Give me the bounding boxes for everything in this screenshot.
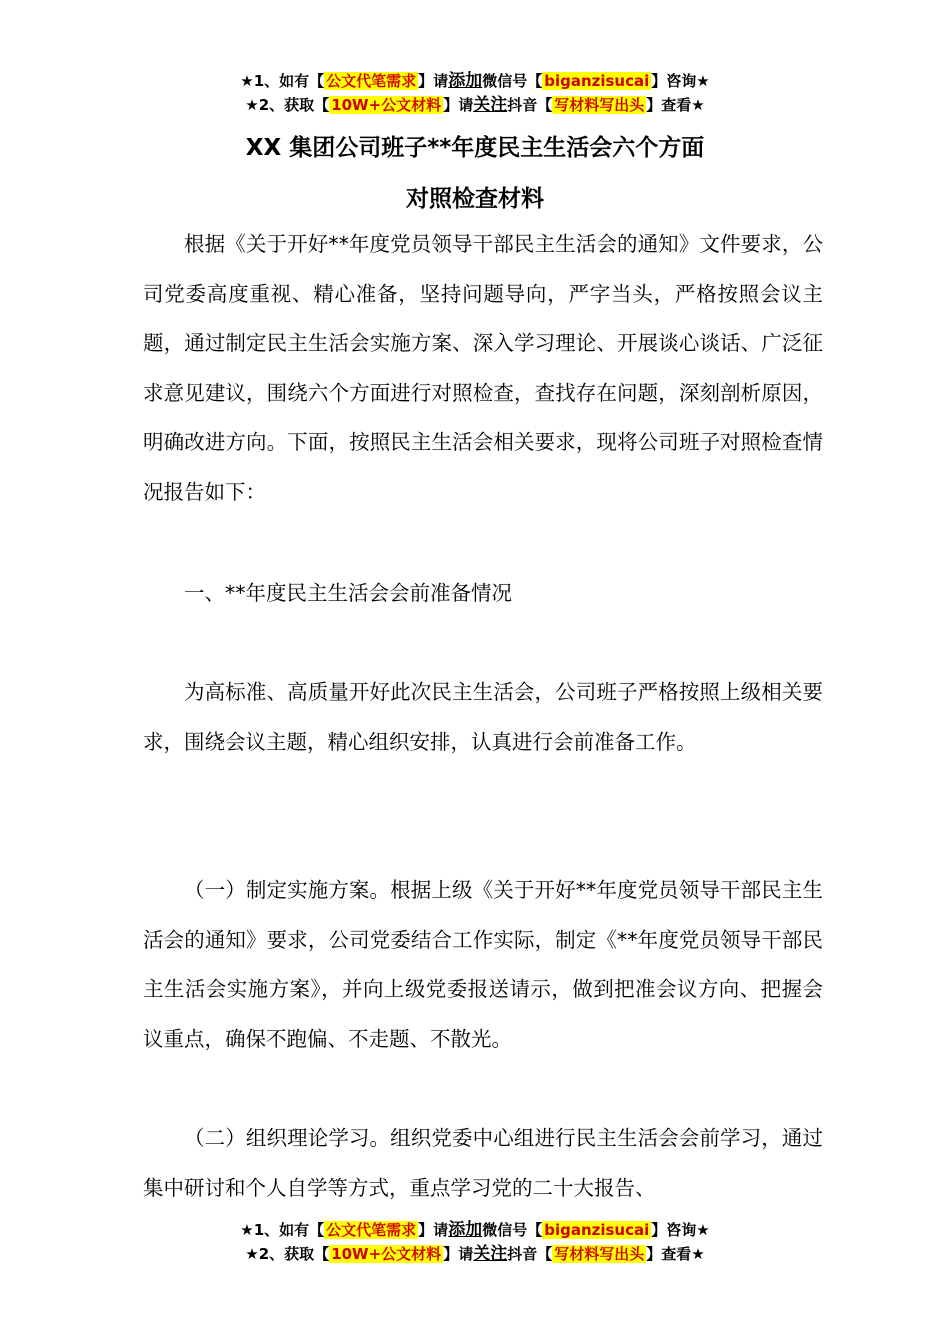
intro-text: 根据《关于开好**年度党员领导干部民主生活会的通知》文件要求，公司党委高度重视、精心准备，坚持问题导向，严字当头，严格按照会议主题，通过制定民主生活会实施方案、深入学习理论、开展谈心谈话、广泛征求意见建议，围绕六个方面进行对照检查，查找存在问题，深刻剖析原因，明确改进方向。下面，按照民主生活会相关要求，现将公司班子对照检查情况报告如下： xyxy=(143,232,823,504)
item-1-paragraph xyxy=(143,866,823,1064)
document-title-line-1: XX 集团公司班子**年度民主生活会六个方面 xyxy=(245,135,705,161)
banner-text: 抖音【 xyxy=(507,96,553,114)
banner-text: 】请 xyxy=(418,1221,449,1239)
banner-text: ★2、获取【 xyxy=(245,96,330,114)
banner-text: 】请 xyxy=(443,1245,474,1263)
banner-text: ★1、如有【 xyxy=(240,72,325,90)
banner-text: 】请 xyxy=(418,72,449,90)
section-paragraph-text: 为高标准、高质量开好此次民主生活会，公司班子严格按照上级相关要求，围绕会议主题，精心组织安排，认真进行会前准备工作。 xyxy=(143,680,823,754)
section-paragraph xyxy=(143,668,823,767)
banner-text: 】查看★ xyxy=(646,1245,705,1263)
banner-text: ★2、获取【 xyxy=(245,1245,330,1263)
banner-text: 抖音【 xyxy=(507,1245,553,1263)
banner-line-1 xyxy=(0,69,950,93)
banner-highlight: 10W+公文材料 xyxy=(331,96,442,114)
banner-underlined-text: 添加 xyxy=(448,1220,483,1240)
top-banner xyxy=(0,69,950,117)
banner-underlined-text: 添加 xyxy=(448,71,483,91)
banner-text: ★1、如有【 xyxy=(240,1221,325,1239)
item-1-text: （一）制定实施方案。根据上级《关于开好**年度党员领导干部民主生活会的通知》要求，公司党委结合工作实际，制定《**年度党员领导干部民主生活会实施方案》，并向上级党委报送请示，做到把准会议方向、把握会议重点，确保不跑偏、不走题、不散光。 xyxy=(143,878,823,1051)
banner-highlight: 写材料写出头 xyxy=(554,1245,645,1263)
banner-highlight: 公文代笔需求 xyxy=(326,72,417,90)
document-title-line-2: 对照检查材料 xyxy=(406,186,544,212)
banner-highlight: 10W+公文材料 xyxy=(331,1245,442,1263)
bottom-banner xyxy=(0,1218,950,1266)
banner-text: 】请 xyxy=(443,96,474,114)
banner-highlight: 公文代笔需求 xyxy=(326,1221,417,1239)
banner-line-2 xyxy=(0,93,950,117)
banner-underlined-text: 关注 xyxy=(473,95,508,115)
banner-highlight: biganzisucai xyxy=(544,1221,650,1239)
item-2-paragraph xyxy=(143,1114,823,1213)
banner-text: 】查看★ xyxy=(646,96,705,114)
section-heading-text: 一、**年度民主生活会会前准备情况 xyxy=(184,581,512,605)
banner-line-2 xyxy=(0,1242,950,1266)
banner-text: 】咨询★ xyxy=(651,72,710,90)
banner-text: 微信号【 xyxy=(482,1221,543,1239)
banner-highlight: biganzisucai xyxy=(544,72,650,90)
banner-line-1 xyxy=(0,1218,950,1242)
banner-text: 微信号【 xyxy=(482,72,543,90)
section-heading xyxy=(143,578,512,608)
intro-paragraph xyxy=(143,220,823,518)
item-2-text: （二）组织理论学习。组织党委中心组进行民主生活会会前学习，通过集中研讨和个人自学等方式，重点学习党的二十大报告、 xyxy=(143,1126,823,1200)
banner-highlight: 写材料写出头 xyxy=(554,96,645,114)
banner-underlined-text: 关注 xyxy=(473,1244,508,1264)
banner-text: 】咨询★ xyxy=(651,1221,710,1239)
